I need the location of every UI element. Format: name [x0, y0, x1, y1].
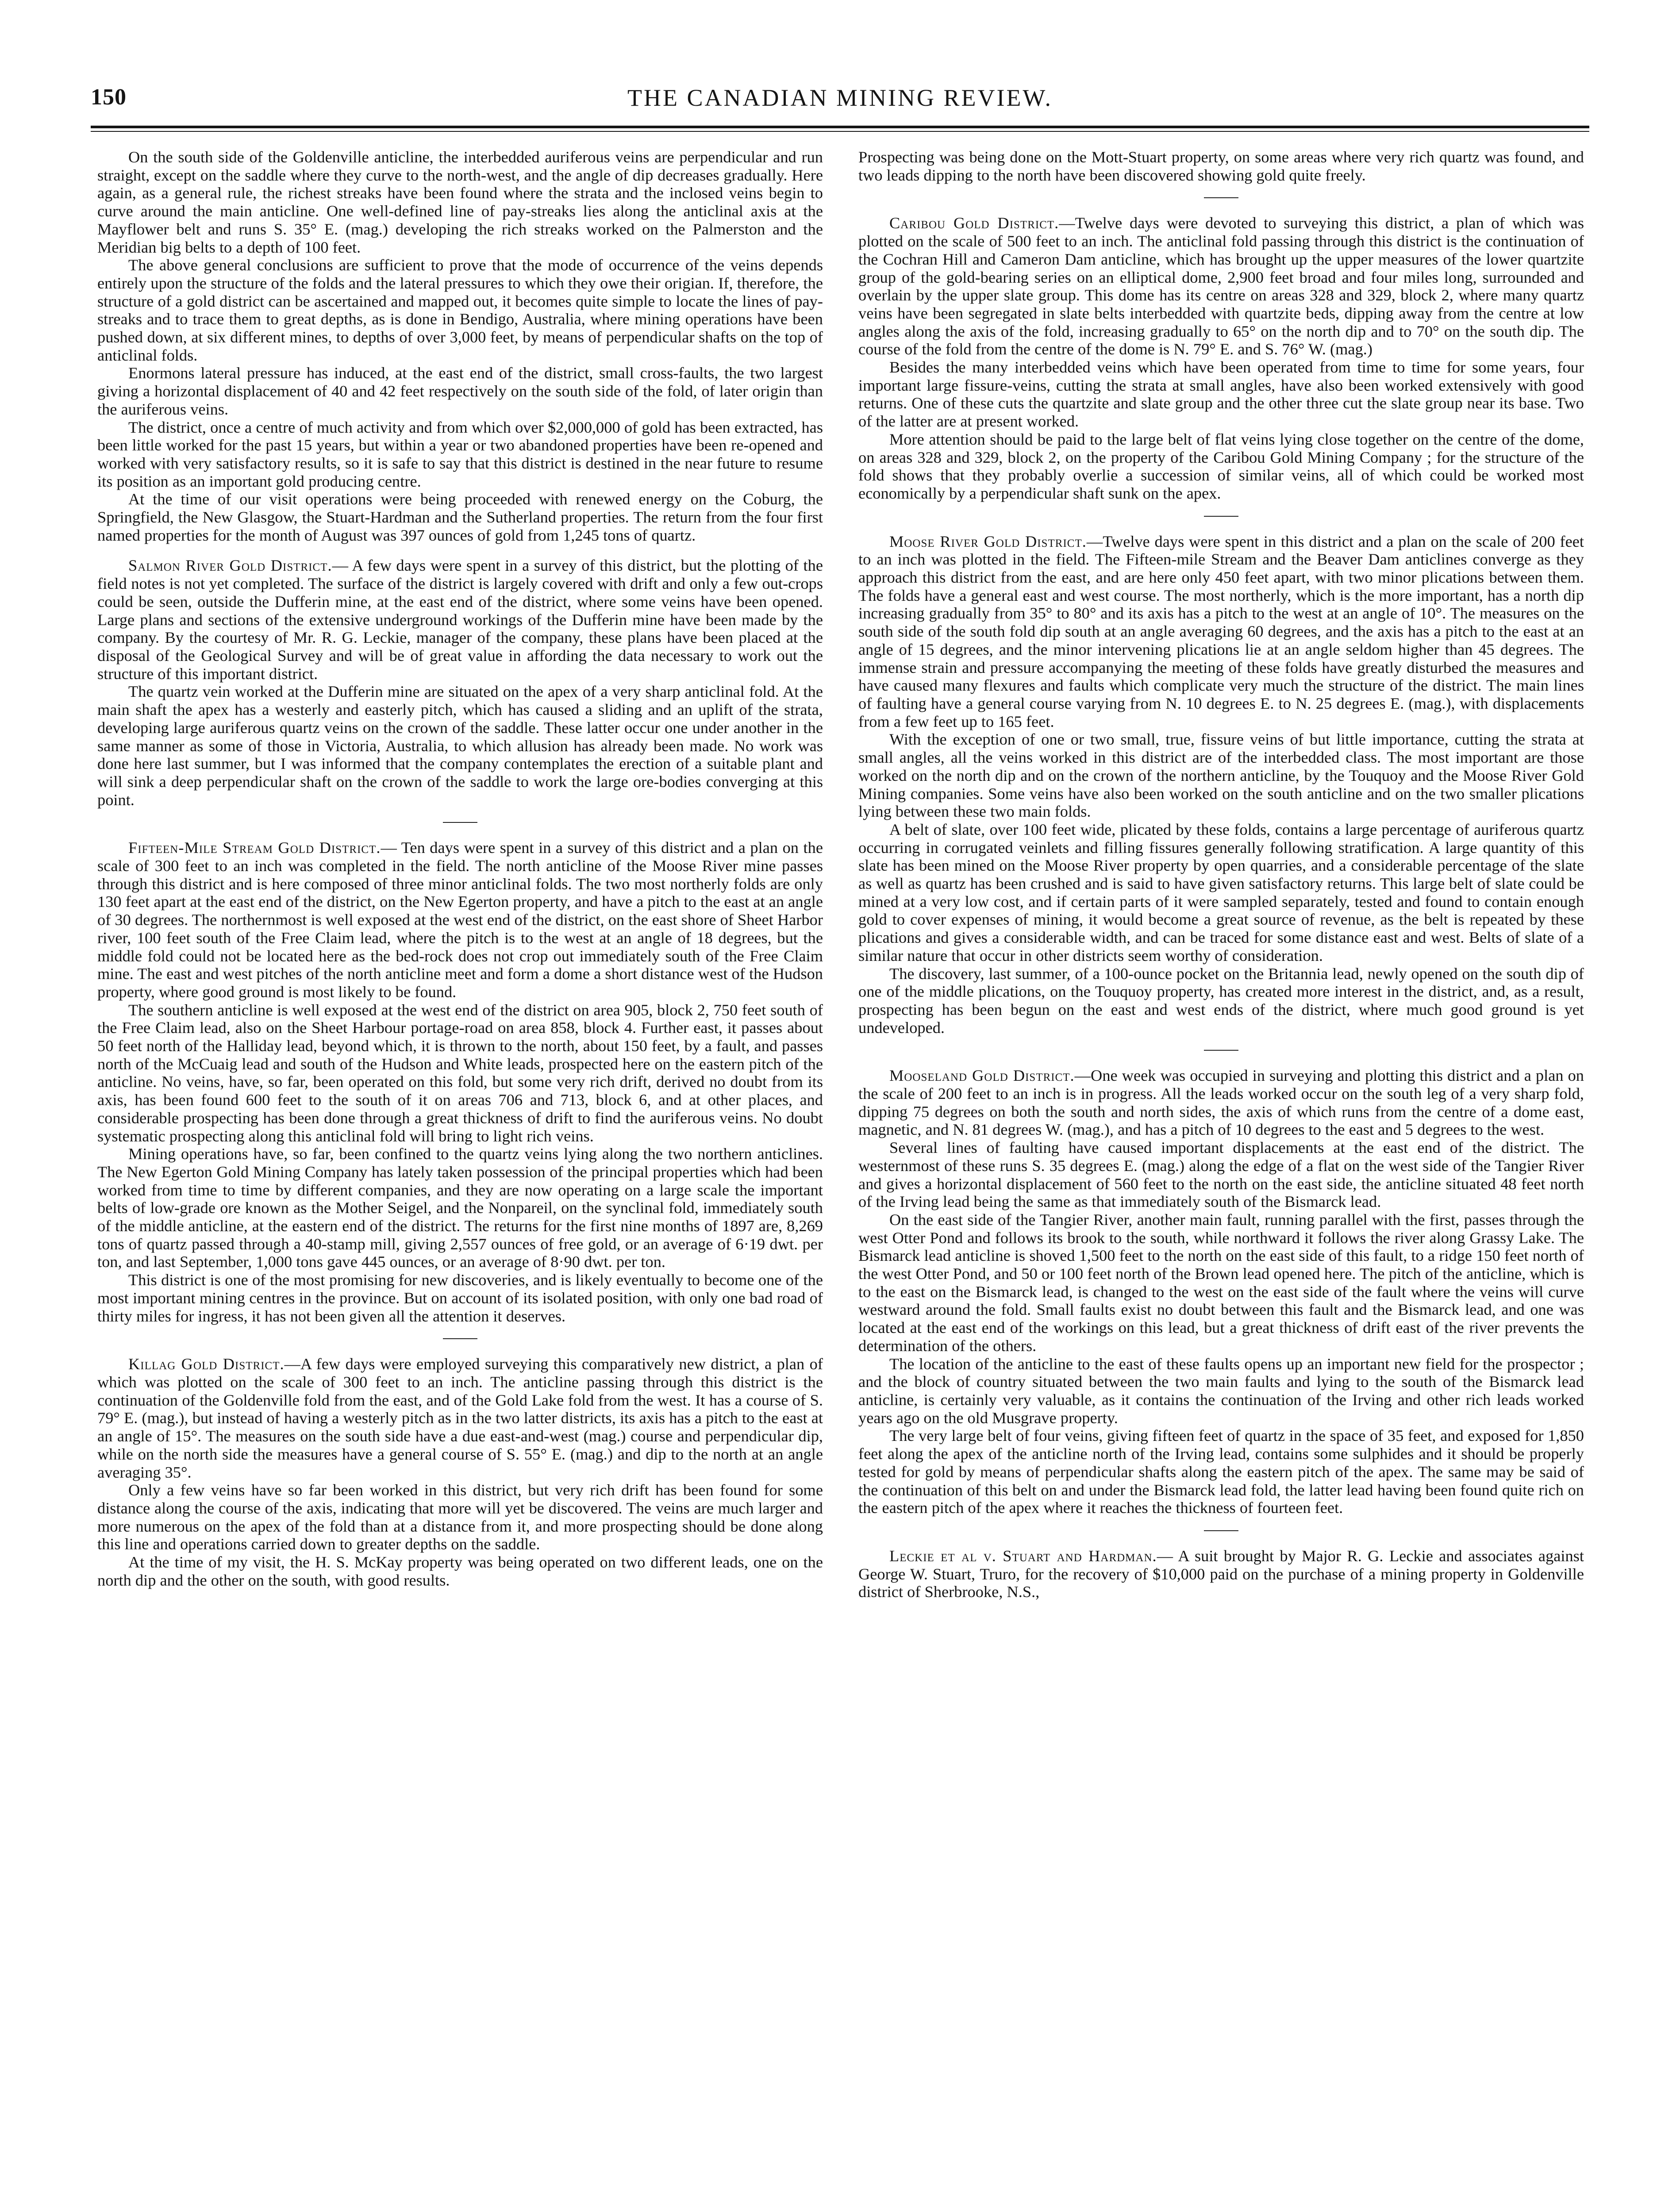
running-title: THE CANADIAN MINING REVIEW.	[627, 84, 1053, 111]
section-body: — A suit brought by Major R. G. Leckie and associates against George W. Stuart, Truro, for the recovery of $10,000 paid on the purchase of a mining property in Goldenville district of Sherbrooke, N.S.,	[858, 1547, 1584, 1601]
page-number: 150	[91, 84, 127, 110]
paragraph: Enormons lateral pressure has induced, at the east end of the district, small cross-faults, the two largest giving a horizontal displacement of 40 and 42 feet respectively on the south side of the fold, of later origin than the auriferous veins.	[97, 364, 823, 418]
section-body: —One week was occupied in surveying and plotting this district and a plan on the scale of 200 feet to an inch is in progress. All the leads worked occur on the south leg of a very sharp fold, dipping 75 degrees on both the south and north sides, the axis of which runs from the centre of a dome east, magnetic, and N. 81 degrees W. (mag.), and has a pitch of 10 degrees to the east and 5 degrees to the west.	[858, 1067, 1584, 1139]
paragraph: On the south side of the Goldenville anticline, the interbedded auriferous veins are perpendicular and run straight, except on the saddle where they curve to the north-west, and the angle of dip decreases gradually. Here again, as a general rule, the richest streaks have been found where the strata and the inclosed veins begin to curve around the main anticline. One well-defined line of pay-streaks lies along the anticlinal axis at the Mayflower belt and runs S. 35° E. (mag.) developing the rich streaks worked on the Palmerston and the Meridian big belts to a depth of 100 feet.	[97, 148, 823, 256]
left-column	[97, 148, 823, 1589]
section-divider	[443, 1338, 477, 1339]
paragraph: On the east side of the Tangier River, another main fault, running parallel with the first, passes through the west Otter Pond and follows its brook to the south, while northward it follows the river along Grassy Lake. The Bismarck lead anticline is shoved 1,500 feet to the north on the east side of this fault, to a ridge 150 feet north of the west Otter Pond, and 50 or 100 feet north of the Brown lead opened here. The pitch of the anticline, which is to the east on the Bismarck lead, is changed to the west on the east side of the fault where the veins will curve westward around the fold. Small faults exist no doubt between this fault and the Bismarck lead, and one was located at the east end of the workings on this lead, but a great thickness of drift east of the river prevents the determination of the others.	[858, 1210, 1584, 1355]
paragraph: Prospecting was being done on the Mott-Stuart property, on some areas where very rich quartz was found, and two leads dipping to the north have been discovered showing gold quite freely.	[858, 148, 1584, 184]
section-body: — Ten days were spent in a survey of this district and a plan on the scale of 300 feet to an inch was completed in the field. The north anticline of the Moose River mine passes through this district and is here composed of three minor anticlinal folds. The two most northerly folds are only 130 feet apart at the east end of the district, on the New Egerton property, and have a pitch to the east at an angle of 30 degrees. The northernmost is well exposed at the west end of the district, on the east shore of Sheet Harbor river, 100 feet south of the Free Claim lead, where the pitch is to the west at an angle of 18 degrees, but the middle fold could not be located here as the bed-rock does not crop out immediately south of the Free Claim mine. The east and west pitches of the north anticline meet and form a dome a short distance west of the Hudson property, where good ground is most likely to be found.	[97, 839, 823, 1001]
section-heading: Fifteen-Mile Stream Gold District.	[128, 839, 381, 857]
section-paragraph	[97, 839, 823, 1001]
paragraph: The discovery, last summer, of a 100-ounce pocket on the Britannia lead, newly opened on the south dip of one of the middle plications, on the Touquoy property, has created more interest in the district, and, as a result, prospecting has been begun on the east and west ends of the district, where much good ground is yet undeveloped.	[858, 964, 1584, 1037]
paragraph: At the time of my visit, the H. S. McKay property was being operated on two different leads, one on the north dip and the other on the south, with good results.	[97, 1553, 823, 1589]
section-paragraph	[858, 533, 1584, 731]
paragraph: The above general conclusions are sufficient to prove that the mode of occurrence of the veins depends entirely upon the structure of the folds and the lateral pressures to which they owe their origian. If, therefore, the structure of a gold district can be ascertained and mapped out, it becomes quite simple to locate the lines of pay-streaks and to trace them to great depths, as is done in Bendigo, Australia, where mining operations have been pushed down, at six different mines, to depths of over 3,000 feet, by means of perpendicular shafts on the top of anticlinal folds.	[97, 256, 823, 364]
paragraph: Several lines of faulting have caused important displacements at the east end of the district. The westernmost of these runs S. 35 degrees E. (mag.) along the edge of a flat on the west side of the Tangier River and gives a horizontal displacement of 560 feet to the north on the east side, the anticline situated 48 feet north of the Irving lead being the same as that immediately south of the Bismarck lead.	[858, 1139, 1584, 1211]
paragraph: Besides the many interbedded veins which have been operated from time to time for some years, four important large fissure-veins, cutting the strata at small angles, have also been worked extensively with good returns. One of these cuts the quartzite and slate group and the other three cut the slate group near its base. Two of the latter are at present worked.	[858, 358, 1584, 430]
paragraph: This district is one of the most promising for new discoveries, and is likely eventually to become one of the most important mining centres in the province. But on account of its isolated position, with only one bad road of thirty miles for ingress, it has not been given all the attention it deserves.	[97, 1271, 823, 1325]
right-column	[858, 148, 1584, 1601]
section-body: — A few days were spent in a survey of this district, but the plotting of the field notes is not yet completed. The surface of the district is largely covered with drift and only a few out-crops could be seen, outside the Dufferin mine, at the east end of the district, where some veins have been opened. Large plans and sections of the extensive underground workings of the Dufferin mine have been made by the company. By the courtesy of Mr. R. G. Leckie, manager of the company, these plans have been placed at the disposal of the Geological Survey and will be of great value in affording the data necessary to work out the structure of this important district.	[97, 557, 823, 683]
section-paragraph	[858, 1067, 1584, 1139]
paragraph: A belt of slate, over 100 feet wide, plicated by these folds, contains a large percentage of auriferous quartz occurring in corrugated veinlets and filling fissures generally following stratification. A large quantity of this slate has been mined on the Moose River property by open quarries, and a considerable percentage of the slate as well as quartz has been crushed and is said to have given satisfactory returns. This large belt of slate could be mined at a very low cost, and if certain parts of it were sampled separately, tested and found to contain enough gold to cover expenses of mining, it would become a great source of revenue, as the belt is repeated by these plications and gives a considerable width, and can be traced for some distance east and west. Belts of slate of a similar nature that occur in other districts seem worthy of consideration.	[858, 820, 1584, 964]
section-divider	[443, 822, 477, 823]
paragraph: With the exception of one or two small, true, fissure veins of but little importance, cutting the strata at small angles, all the veins worked in this district are of the interbedded class. The most important are those worked on the north dip and on the crown of the northern anticline, by the Touquoy and the Moose River Gold Mining companies. Some veins have also been worked on the south anticline and on the two smaller plications lying between these two main folds.	[858, 730, 1584, 821]
section-divider	[1204, 1530, 1238, 1531]
paragraph: Only a few veins have so far been worked in this district, but very rich drift has been found for some distance along the course of the axis, indicating that more will yet be discovered. The veins are much larger and more numerous on the apex of the fold than at a distance from it, and more prospecting should be done along this line and operations carried down to greater depths on the saddle.	[97, 1481, 823, 1553]
paragraph: At the time of our visit operations were being proceeded with renewed energy on the Coburg, the Springfield, the New Glasgow, the Stuart-Hardman and the Sutherland properties. The return from the four first named properties for the month of August was 397 ounces of gold from 1,245 tons of quartz.	[97, 490, 823, 544]
section-heading: Moose River Gold District.	[889, 532, 1087, 550]
section-paragraph	[97, 1355, 823, 1481]
section-heading: Killag Gold District.	[128, 1355, 284, 1373]
section-paragraph	[97, 557, 823, 683]
section-heading: Leckie et al v. Stuart and Hardman.	[889, 1547, 1157, 1565]
section-heading: Caribou Gold District.	[889, 214, 1059, 232]
section-paragraph	[858, 214, 1584, 358]
masthead	[91, 84, 1589, 119]
section-gap	[97, 544, 823, 557]
paragraph: Mining operations have, so far, been confined to the quartz veins lying along the two northern anticlines. The New Egerton Gold Mining Company has lately taken possession of the principal properties which had been worked from time to time by different companies, and they are now operating on a large scale the important belts of low-grade ore known as the Mother Seigel, and the Nonpareil, on the synclinal fold, immediately south of the middle anticline, at the eastern end of the district. The returns for the first nine months of 1897 are, 8,269 tons of quartz passed through a 40-stamp mill, giving 2,557 ounces of free gold, or an average of 6·19 dwt. per ton, and last September, 1,000 tons gave 445 ounces, or an average of 8·90 dwt. per ton.	[97, 1145, 823, 1271]
section-divider	[1204, 1050, 1238, 1051]
header-rule	[91, 126, 1589, 128]
section-paragraph	[858, 1547, 1584, 1601]
paragraph: The very large belt of four veins, giving fifteen feet of quartz in the space of 35 feet, and exposed for 1,850 feet along the apex of the anticline north of the Irving lead, contains some sulphides and it should be properly tested for gold by means of perpendicular shafts along the eastern pitch of the apex. The same may be said of the continuation of this belt on and under the Bismarck lead fold, the latter lead having been found quite rich on the eastern pitch of the apex where it reaches the thickness of fourteen feet.	[858, 1427, 1584, 1517]
header-rule-thin	[91, 131, 1589, 132]
paragraph: The quartz vein worked at the Dufferin mine are situated on the apex of a very sharp anticlinal fold. At the main shaft the apex has a westerly and easterly pitch, which has caused a sliding and an uplift of the strata, developing large auriferous quartz veins on the crown of the saddle. These latter occur one under another in the same manner as some of those in Victoria, Australia, to which allusion has already been made. No work was done here last summer, but I was informed that the company contemplates the erection of a suitable plant and will sink a deep perpendicular shaft on the crown of the saddle to work the large ore-bodies converging at this point.	[97, 683, 823, 809]
paragraph: The southern anticline is well exposed at the west end of the district on area 905, block 2, 750 feet south of the Free Claim lead, also on the Sheet Harbour portage-road on area 858, block 4. Further east, it passes about 50 feet north of the Halliday lead, beyond which, it is thrown to the north, about 150 feet, by a fault, and passes north of the McCuaig lead and south of the Hudson and White leads, prospected here on the eastern pitch of the anticline. No veins, have, so far, been operated on this fold, but some very rich drift, derived no doubt from its axis, has been found 600 feet to the south of it on areas 706 and 713, block 6, and at other places, and considerable prospecting has been done through a great thickness of drift to find the auriferous veins. No doubt systematic prospecting along this anticlinal fold will bring to light rich veins.	[97, 1001, 823, 1145]
paragraph: The location of the anticline to the east of these faults opens up an important new field for the prospector ; and the block of country situated between the two main faults and lying to the south of the Bismarck lead anticline, is certainly very valuable, as it contains the continuation of the Irving and other rich leads worked years ago on the old Musgrave property.	[858, 1355, 1584, 1427]
section-body: —A few days were employed surveying this comparatively new district, a plan of which was plotted on the scale of 300 feet to an inch. The anticline passing through this district is the continuation of the Goldenville fold from the east, and of the Gold Lake fold from the west. It has a course of S. 79° E. (mag.), but instead of having a westerly pitch as in the two latter districts, its axis has a pitch to the east at an angle of 15°. The measures on the south side have a due east-and-west (mag.) course and perpendicular dip, while on the north side the measures have a general course of S. 55° E. (mag.) and dip to the north at an angle averaging 35°.	[97, 1355, 823, 1481]
paragraph: The district, once a centre of much activity and from which over $2,000,000 of gold has been extracted, has been little worked for the past 15 years, but within a year or two abandoned properties have been re-opened and worked with very satisfactory results, so it is safe to say that this district is destined in the near future to resume its position as an important gold producing centre.	[97, 418, 823, 490]
section-heading: Mooseland Gold District.	[889, 1067, 1075, 1085]
paragraph: More attention should be paid to the large belt of flat veins lying close together on the centre of the dome, on areas 328 and 329, block 2, on the property of the Caribou Gold Mining Company ; for the structure of the fold shows that they probably overlie a succession of similar veins, all of which could be worked most economically by a perpendicular shaft sunk on the apex.	[858, 430, 1584, 502]
section-divider	[1204, 516, 1238, 517]
section-divider	[1204, 197, 1238, 198]
section-heading: Salmon River Gold District.	[128, 557, 332, 575]
section-body: —Twelve days were spent in this district and a plan on the scale of 200 feet to an inch was plotted in the field. The Fifteen-mile Stream and the Beaver Dam anticlines converge as they approach this district from the east, and are here only 450 feet apart, with two minor plications between them. The folds have a general east and west course. The most northerly, which is the more important, has a north dip increasing gradually from 35° to 80° and its axis has a pitch to the west at an angle of 10°. The measures on the south side of the south fold dip south at an angle averaging 60 degrees, and the axis has a pitch to the east at an angle of 15 degrees, and the minor intervening plications lie at an angle seldom higher than 45 degrees. The immense strain and pressure accompanying the meeting of these folds have greatly disturbed the measures and have caused many flexures and faults which complicate very much the structure of the district. The main lines of faulting have a general course varying from N. 10 degrees E. to N. 25 degrees E. (mag.), with displacements from a few feet up to 165 feet.	[858, 532, 1584, 730]
section-body: —Twelve days were devoted to surveying this district, a plan of which was plotted on the scale of 500 feet to an inch. The anticlinal fold passing through this district is the continuation of the Cochran Hill and Cameron Dam anticline, which has brought up the upper measures of the lower quartzite group of the gold-bearing series on an elliptical dome, 2,900 feet broad and four miles long, surrounded and overlain by the upper slate group. This dome has its centre on areas 328 and 329, block 2, where many quartz veins have been segregated in slate belts interbedded with quartzite beds, dipping away from the centre at low angles along the axis of the fold, increasing gradually to 65° on the north dip and to 70° on the south dip. The course of the fold from the centre of the dome is N. 79° E. and S. 76° W. (mag.)	[858, 214, 1584, 358]
